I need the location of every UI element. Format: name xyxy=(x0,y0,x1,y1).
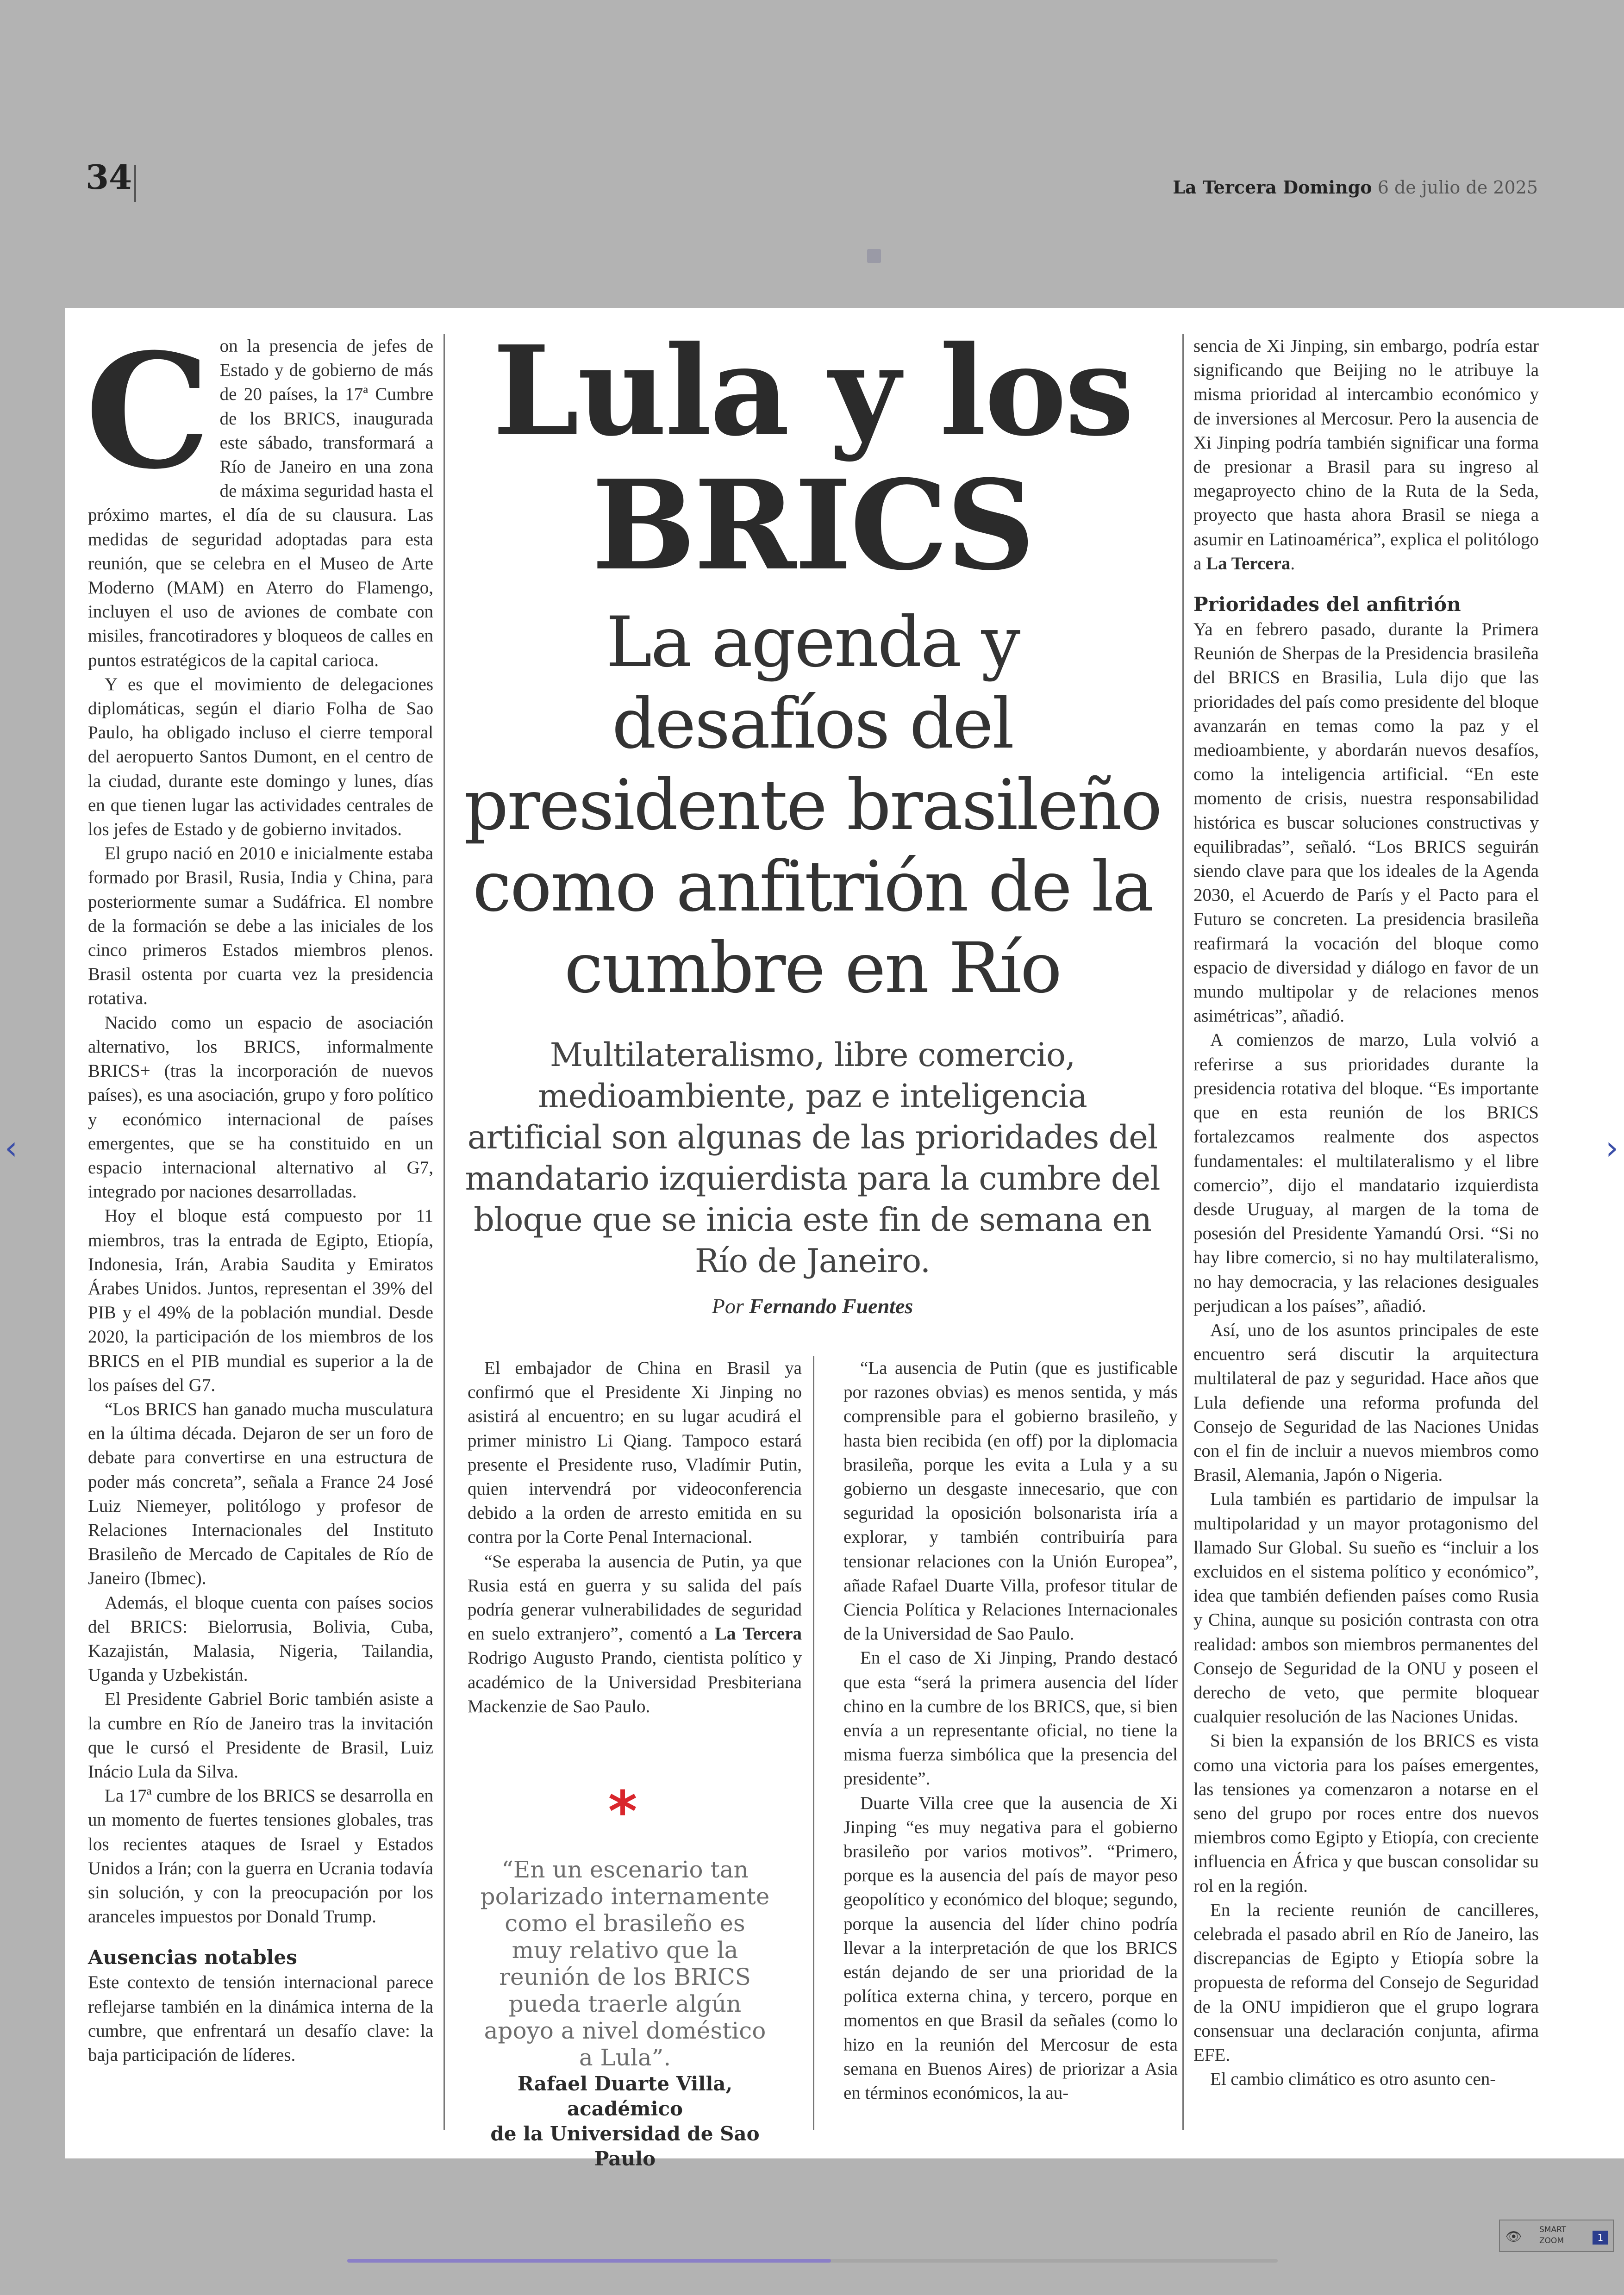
subheadline-line: desafíos del xyxy=(612,684,1013,764)
headline xyxy=(444,318,1181,598)
deck-line: medioambiente, paz e inteligencia xyxy=(538,1077,1087,1115)
page-number: 34 xyxy=(86,157,132,197)
smart-zoom-label: SMART ZOOM xyxy=(1539,2225,1567,2245)
body-paragraph: Este contexto de tensión internacional parece reflejarse también en la dinámica interna de la cumbre, que enfrentará un desafío clave: la baja participación de líderes. xyxy=(88,1972,433,2065)
publication-name: La Tercera Domingo xyxy=(1173,177,1372,198)
article-column-mid-2 xyxy=(843,1356,1178,2105)
asterisk-icon: * xyxy=(608,1780,637,1844)
column-rule xyxy=(1182,334,1184,2130)
body-paragraph: “Se esperaba la ausencia de Putin, ya que Rusia está en guerra y su salida del país podría generar vulnerabilidades de seguridad en suelo extranjero”, comentó a La Tercera Rodrigo Augusto Prando, cientista político y académico de la Universidad Presbiteriana Mackenzie de Sao Paulo. xyxy=(468,1551,802,1716)
article-column-mid-1 xyxy=(468,1356,802,1719)
pull-quote-author: Rafael Duarte Villa, académico de la Universidad de Sao Paulo xyxy=(490,2072,760,2170)
body-paragraph: El cambio climático es otro asunto cen- xyxy=(1210,2069,1496,2089)
body-paragraph: sencia de Xi Jinping, sin embargo, podría estar significando que Beijing no le atribuye la misma prioridad al intercambio económico y de inversiones al Mercosur. Pero la ausencia de Xi Jinping podría también significar una forma de presionar a Brasil para su ingreso al megaproyecto chino de la Ruta de la Seda, proyecto que hasta ahora Brasil se niega a asumir en Latinoamérica”, explica el politólogo a La Tercera. xyxy=(1193,336,1539,574)
prev-page-chevron-icon[interactable]: ‹ xyxy=(5,1129,18,1167)
subheadline-line: La agenda y xyxy=(606,602,1019,683)
article-column-right xyxy=(1193,334,1539,2091)
section-subhead: Ausencias notables xyxy=(88,1946,297,1969)
page-scrollbar-thumb[interactable] xyxy=(347,2259,831,2263)
section-subhead: Prioridades del anfitrión xyxy=(1193,593,1461,616)
deck-line: mandatario izquierdista para la cumbre del xyxy=(465,1160,1160,1197)
headline-line: BRICS xyxy=(591,453,1034,598)
body-paragraph: El grupo nació en 2010 e inicialmente estaba formado por Brasil, Rusia, India y China, para posteriormente sumar a Sudáfrica. El nombre de la formación se debe a las iniciales de los cinco primeros Estados miembros plenos. Brasil ostenta por cuarta vez la presidencia rotativa. xyxy=(88,843,433,1009)
body-paragraph: Y es que el movimiento de delegaciones diplomáticas, según el diario Folha de Sao Paulo, ha obligado incluso el cierre temporal del aeropuerto Santos Dumont, en el centro de la ciudad, durante este domingo y lunes, días en que tienen lugar las actividades centrales de los jefes de Estado y de gobierno invitados. xyxy=(88,674,433,840)
deck-line: Río de Janeiro. xyxy=(694,1242,931,1280)
body-paragraph: A comienzos de marzo, Lula volvió a referirse a sus prioridades durante la presidencia rotativa del bloque. “Es importante que en esta reunión de los BRICS fortalezcamos realmente dos aspectos fundamentales: el multilateralismo y el libre comercio”, dijo el mandatario izquierdista desde Uruguay, al margen de la toma de posesión del Presidente Yamandú Orsi. “Si no hay libre comercio, si no hay multilateralismo, no hay democracia, y las relaciones desiguales perjudican a los países”, añadió. xyxy=(1193,1030,1539,1316)
publication-mention: La Tercera xyxy=(714,1624,802,1644)
subheadline-line: como anfitrión de la xyxy=(472,847,1153,927)
lead-paragraph: on la presencia de jefes de Estado y de gobierno de más de 20 países, la 17ª Cumbre de los BRICS, inaugurada este sábado, transformará a Río de Janeiro en una zona de máxima seguridad hasta el próximo martes, el día de su clausura. Las medidas de seguridad adoptadas para esta reunión, que se celebra en el Museo de Arte Moderno (MAM) en Aterro do Flamengo, incluyen el uso de aviones de combate con misiles, francotiradores y bloqueos de calles en puntos estratégicos de la capital carioca. xyxy=(88,336,433,670)
body-paragraph: Hoy el bloque está compuesto por 11 miembros, tras la entrada de Egipto, Etiopía, Indonesia, Irán, Arabia Saudita y Emiratos Árabes Unidos. Juntos, representan el 39% del PIB y el 49% de la población mundial. Desde 2020, la participación de los miembros de los BRICS en el PIB mundial es superior a la de los países del G7. xyxy=(88,1206,433,1395)
body-paragraph: “Los BRICS han ganado mucha musculatura en la última década. Dejaron de ser un foro de debate para convertirse en una estructura de poder más concreta”, señala a France 24 José Luiz Niemeyer, politólogo y profesor de Relaciones Internacionales del Instituto Brasileño de Mercado de Capitales de Río de Janeiro (Ibmec). xyxy=(88,1399,433,1589)
pull-quote: “En un escenario tan polarizado internamente como el brasileño es muy relativo que la reunión de los BRICS pueda traerle algún apoyo a nivel doméstico a Lula”. xyxy=(480,1856,770,2071)
body-paragraph: Así, uno de los asuntos principales de este encuentro será discutir la arquitectura multilateral de paz y seguridad. Hace años que Lula defiende una reforma profunda del Consejo de Seguridad de las Naciones Unidas con el fin de incluir a nuevos miembros como Brasil, Alemania, Japón o Nigeria. xyxy=(1193,1320,1539,1485)
body-paragraph: Ya en febrero pasado, durante la Primera Reunión de Sherpas de la Presidencia brasileña del BRICS en Brasilia, Lula dijo que las prioridades del país como presidente del bloque avanzarán en temas como la paz y el medioambiente, y abordarán nuevos desafíos, como la inteligencia artificial. “En este momento de crisis, nuestra responsabilidad histórica es buscar soluciones constructivas y equilibradas”, señaló. “Los BRICS seguirán siendo clave para que los ideales de la Agenda 2030, el Acuerdo de París y el Pacto para el Futuro se concreten. La presidencia brasileña reafirmará la vocación del bloque como espacio de diversidad y diálogo en favor de un mundo multipolar y de relaciones menos asimétricas”, añadió. xyxy=(1193,619,1539,1026)
drop-cap: C xyxy=(85,319,211,504)
body-paragraph: En el caso de Xi Jinping, Prando destacó que esta “será la primera ausencia del líder chino en la cumbre de los BRICS, que, si bien envía a un representante oficial, no tiene la misma fuerza simbólica que la presencia del presidente”. xyxy=(843,1648,1178,1789)
byline-prefix: Por xyxy=(712,1294,744,1318)
subheadline xyxy=(444,602,1181,1009)
eye-icon: 👁 xyxy=(1505,2229,1522,2244)
deck-line: Multilateralismo, libre comercio, xyxy=(550,1036,1075,1074)
subheadline-line: cumbre en Río xyxy=(564,928,1061,1009)
headline-line: Lula y los xyxy=(493,318,1132,463)
publication-mention: La Tercera xyxy=(1206,553,1291,574)
article-column-left xyxy=(85,319,433,2067)
next-page-chevron-icon[interactable]: › xyxy=(1605,1129,1618,1167)
page-header xyxy=(0,0,1624,306)
article-deck xyxy=(463,1035,1162,1282)
subheadline-line: presidente brasileño xyxy=(464,765,1161,846)
deck-line: bloque que se inicia este fin de semana en xyxy=(474,1201,1151,1239)
zoom-page-badge: 1 xyxy=(1593,2231,1608,2245)
body-paragraph: El embajador de China en Brasil ya confirmó que el Presidente Xi Jinping no asistirá al encuentro; en su lugar acudirá el primer ministro Li Qiang. Tampoco estará presente el Presidente ruso, Vladímir Putin, quien intervendrá por videoconferencia debido a la orden de arresto emitida en su contra por la Corte Penal Internacional. xyxy=(468,1358,802,1547)
body-paragraph: En la reciente reunión de cancilleres, celebrada el pasado abril en Río de Janeiro, las discrepancias de Egipto y Etiopía sobre la propuesta de reforma del Consejo de Seguridad de la ONU impidieron que el grupo lograra consensuar una declaración conjunta, afirma EFE. xyxy=(1193,1900,1539,2065)
body-paragraph: La 17ª cumbre de los BRICS se desarrolla en un momento de fuertes tensiones globales, tras los recientes ataques de Israel y Estados Unidos a Irán; con la guerra en Ucrania todavía sin solución, y con la preocupación por los aranceles impuestos por Donald Trump. xyxy=(88,1786,433,1927)
publication-dateline xyxy=(1173,177,1538,198)
bookmark-icon[interactable] xyxy=(867,249,881,263)
byline-author: Fernando Fuentes xyxy=(749,1294,913,1318)
deck-line: artificial son algunas de las prioridades del xyxy=(467,1118,1158,1156)
body-paragraph: Si bien la expansión de los BRICS es vista como una victoria para los países emergentes, las tensiones ya comenzaron a notarse en el seno del grupo por roces entre dos nuevos miembros como Egipto y Etiopía, con creciente influencia en África y que buscan consolidar su rol en la región. xyxy=(1193,1731,1539,1896)
body-paragraph: “La ausencia de Putin (que es justificable por razones obvias) es menos sentida, y más comprensible para el gobierno brasileño, y hasta bien recibida (en off) por la diplomacia brasileña, porque les evita a Lula y a su gobierno un desgaste innecesario, que con seguridad la oposición bolsonarista iría a explorar, y también contribuiría para tensionar relaciones con la Unión Europea”, añade Rafael Duarte Villa, profesor titular de Ciencia Política y Relaciones Internacionales de la Universidad de Sao Paulo. xyxy=(843,1358,1178,1644)
page-number-divider xyxy=(134,165,136,202)
publication-date: 6 de julio de 2025 xyxy=(1377,177,1538,198)
body-paragraph: El Presidente Gabriel Boric también asiste a la cumbre en Río de Janeiro tras la invitación que le cursó el Presidente de Brasil, Luiz Inácio Lula da Silva. xyxy=(88,1689,433,1782)
column-rule xyxy=(813,1356,814,2130)
body-paragraph: Lula también es partidario de impulsar la multipolaridad y un mayor protagonismo del llamado Sur Global. Su sueño es “incluir a los excluidos en el sistema político y económico”, idea que también defienden países como Rusia y China, aunque su posición contrasta con otra realidad: ambos son miembros permanentes del Consejo de Seguridad de la ONU y poseen el derecho de veto, que permite bloquear cualquier resolución de las Naciones Unidas. xyxy=(1193,1489,1539,1727)
smart-zoom-button[interactable] xyxy=(1499,2220,1614,2252)
byline xyxy=(444,1294,1181,1318)
body-paragraph: Nacido como un espacio de asociación alternativo, los BRICS, informalmente BRICS+ (tras la incorporación de nuevos países), es una asociación, grupo y foro político y económico internacional de países emergentes, que se ha constituido en un espacio internacional alternativo al G7, integrado por naciones desarrolladas. xyxy=(88,1012,433,1202)
body-paragraph: Duarte Villa cree que la ausencia de Xi Jinping “es muy negativa para el gobierno brasileño por varios motivos”. “Primero, porque es la ausencia del país de mayor peso geopolítico y económico del bloque; segundo, porque la ausencia del líder chino podría llevar a la interpretación de que los BRICS están dejando de ser una prioridad de la política externa china, y tercero, porque en momentos en que Brasil da señales (como lo hizo en la reunión del Mercosur de esta semana en Buenos Aires) de priorizar a Asia en términos económicos, la au- xyxy=(843,1793,1178,2103)
body-paragraph: Además, el bloque cuenta con países socios del BRICS: Bielorrusia, Bolivia, Cuba, Kazajistán, Malasia, Nigeria, Tailandia, Uganda y Uzbekistán. xyxy=(88,1592,433,1685)
